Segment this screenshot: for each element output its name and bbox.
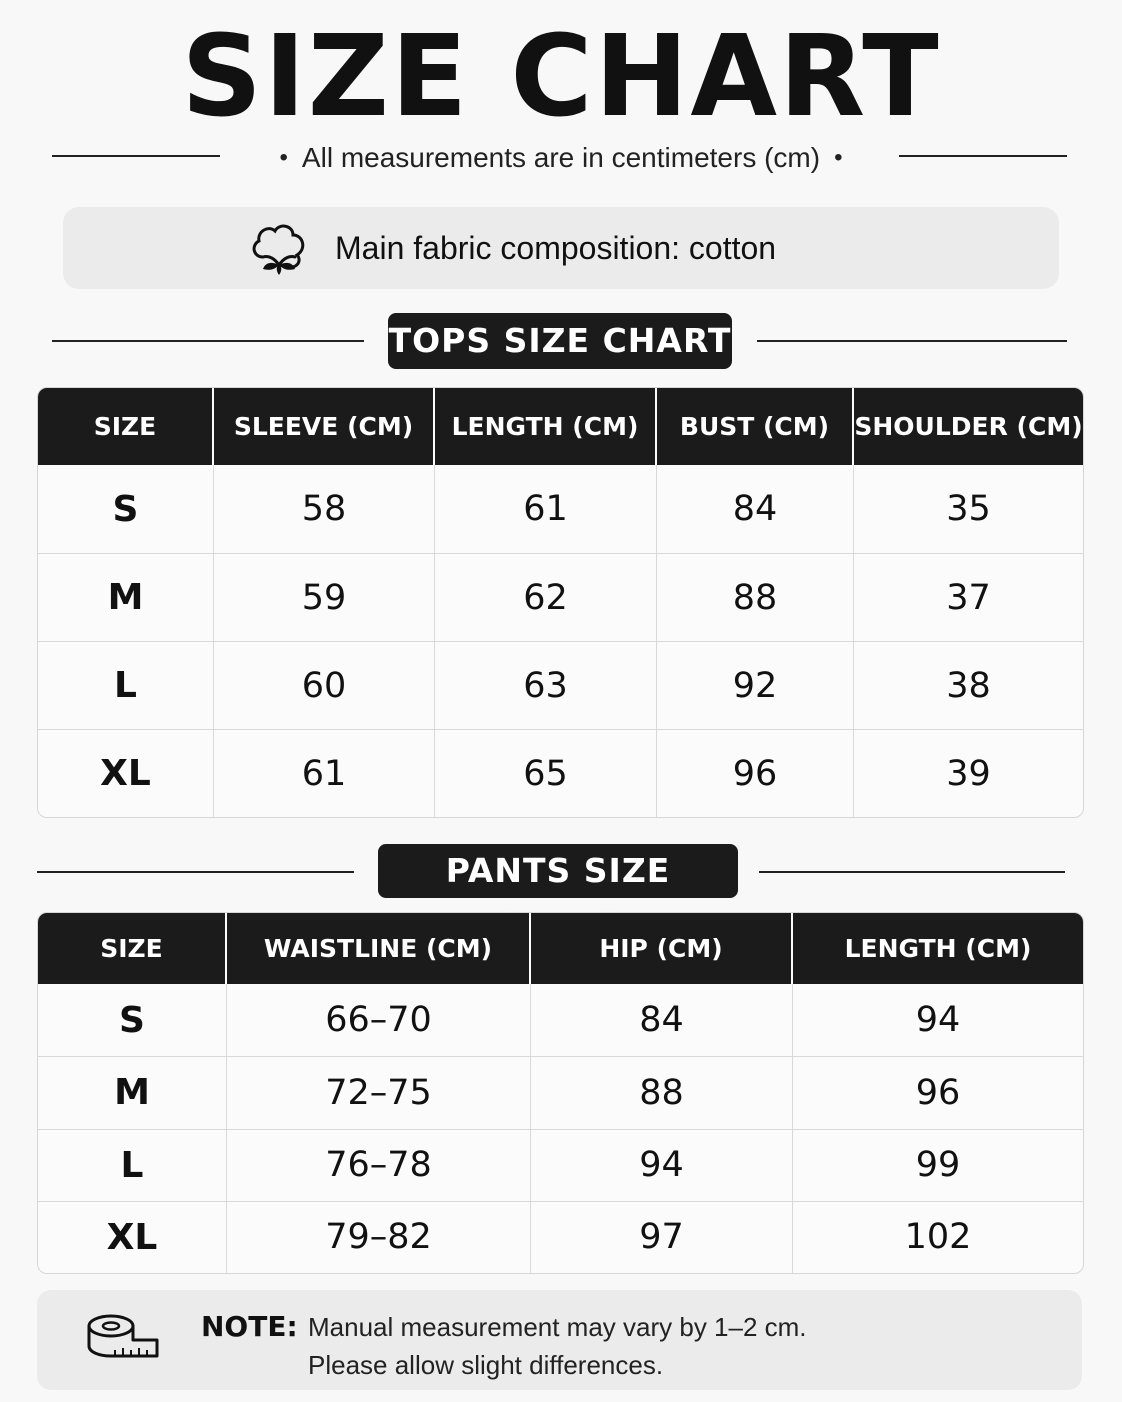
table-cell: 99 bbox=[793, 1129, 1083, 1201]
tops-col-sleeve: SLEEVE (CM) bbox=[214, 388, 435, 465]
tops-col-shoulder: SHOULDER (CM) bbox=[854, 388, 1083, 465]
table-cell: 102 bbox=[793, 1201, 1083, 1273]
table-cell: 39 bbox=[854, 729, 1083, 817]
table-cell: 65 bbox=[435, 729, 657, 817]
table-row bbox=[38, 984, 1083, 1056]
table-row bbox=[38, 1201, 1083, 1273]
size-cell: M bbox=[38, 1056, 227, 1128]
table-cell: 76–78 bbox=[227, 1129, 531, 1201]
table-cell: 96 bbox=[657, 729, 854, 817]
table-cell: 62 bbox=[435, 553, 657, 641]
table-row bbox=[38, 729, 1083, 817]
size-cell: L bbox=[38, 1129, 227, 1201]
table-cell: 58 bbox=[214, 465, 435, 553]
table-row bbox=[38, 465, 1083, 553]
table-cell: 96 bbox=[793, 1056, 1083, 1128]
page-title: SIZE CHART bbox=[181, 12, 941, 142]
size-cell: XL bbox=[38, 1201, 227, 1273]
size-cell: S bbox=[38, 465, 214, 553]
table-row bbox=[38, 1129, 1083, 1201]
table-cell: 79–82 bbox=[227, 1201, 531, 1273]
table-cell: 72–75 bbox=[227, 1056, 531, 1128]
tops-left-rule bbox=[52, 340, 364, 342]
size-cell: L bbox=[38, 641, 214, 729]
tops-size-table bbox=[37, 387, 1084, 818]
note-panel bbox=[37, 1290, 1082, 1390]
table-row bbox=[38, 641, 1083, 729]
pants-left-rule bbox=[37, 871, 354, 873]
tops-col-length: LENGTH (CM) bbox=[435, 388, 657, 465]
tops-section-title: TOPS SIZE CHART bbox=[388, 313, 732, 369]
table-cell: 60 bbox=[214, 641, 435, 729]
table-cell: 92 bbox=[657, 641, 854, 729]
table-cell: 94 bbox=[531, 1129, 793, 1201]
table-row bbox=[38, 553, 1083, 641]
note-text-line1: Manual measurement may vary by 1–2 cm. bbox=[308, 1312, 807, 1342]
fabric-text: Main fabric composition: cotton bbox=[335, 230, 777, 266]
subtitle-text: All measurements are in centimeters (cm) bbox=[301, 142, 821, 173]
fabric-panel bbox=[63, 207, 1059, 289]
pants-right-rule bbox=[759, 871, 1065, 873]
measuring-tape-icon bbox=[85, 1312, 161, 1366]
size-cell: XL bbox=[38, 729, 214, 817]
tops-col-bust: BUST (CM) bbox=[657, 388, 854, 465]
tops-right-rule bbox=[757, 340, 1067, 342]
cotton-flower-icon bbox=[249, 219, 309, 279]
table-cell: 94 bbox=[915, 1000, 961, 1041]
table-cell: 88 bbox=[657, 553, 854, 641]
pants-size-table bbox=[37, 912, 1084, 1274]
note-label: NOTE: bbox=[201, 1310, 298, 1343]
table-cell: 59 bbox=[214, 553, 435, 641]
table-cell: 61 bbox=[435, 465, 657, 553]
pants-col-waistline: WAISTLINE (CM) bbox=[227, 913, 531, 984]
size-cell: S bbox=[38, 984, 227, 1056]
table-cell: 66–70 bbox=[227, 984, 531, 1056]
table-cell: 37 bbox=[854, 553, 1083, 641]
size-cell: M bbox=[38, 553, 214, 641]
tops-col-size: SIZE bbox=[38, 388, 214, 465]
table-cell: 88 bbox=[531, 1056, 793, 1128]
note-text-line2: Please allow slight differences. bbox=[308, 1350, 664, 1380]
pants-col-size: SIZE bbox=[38, 913, 227, 984]
table-cell: 38 bbox=[854, 641, 1083, 729]
table-cell: 35 bbox=[946, 489, 991, 529]
table-cell: 84 bbox=[531, 984, 793, 1056]
bullet-left: • bbox=[279, 144, 288, 171]
table-cell: 63 bbox=[435, 641, 657, 729]
tops-header-row bbox=[38, 388, 1083, 465]
pants-col-length: LENGTH (CM) bbox=[793, 913, 1083, 984]
pants-header-row bbox=[38, 913, 1083, 984]
subtitle bbox=[0, 140, 1122, 176]
table-cell: 97 bbox=[531, 1201, 793, 1273]
table-cell: 84 bbox=[657, 465, 854, 553]
pants-col-hip: HIP (CM) bbox=[531, 913, 793, 984]
pants-section-title: PANTS SIZE bbox=[378, 844, 738, 898]
table-cell: 61 bbox=[214, 729, 435, 817]
table-row bbox=[38, 1056, 1083, 1128]
bullet-right: • bbox=[834, 144, 843, 171]
